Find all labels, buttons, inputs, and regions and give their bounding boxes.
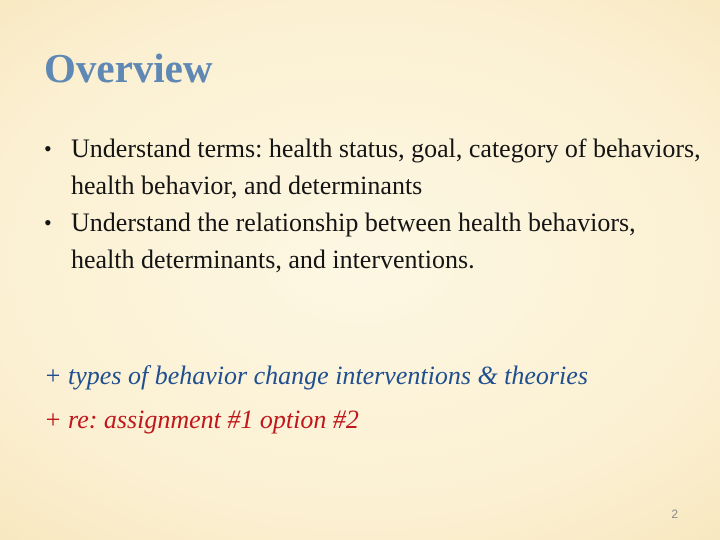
bullet-marker: • — [44, 210, 52, 235]
bullet-list — [44, 130, 704, 278]
bullet-item — [44, 130, 704, 204]
note-assignment: + re: assignment #1 option #2 — [44, 405, 359, 434]
slide-number: 2 — [671, 507, 678, 521]
bullet-text: Understand the relationship between health behaviors, health determinants, and interventions. — [71, 208, 636, 274]
notes-section — [44, 360, 644, 436]
note-behavior-change: + types of behavior change interventions & theories — [44, 361, 588, 390]
slide-title: Overview — [44, 45, 213, 91]
bullet-item — [44, 204, 704, 278]
bullet-marker: • — [44, 136, 52, 161]
bullet-text: Understand terms: health status, goal, category of behaviors, health behavior, and determinants — [71, 134, 701, 200]
